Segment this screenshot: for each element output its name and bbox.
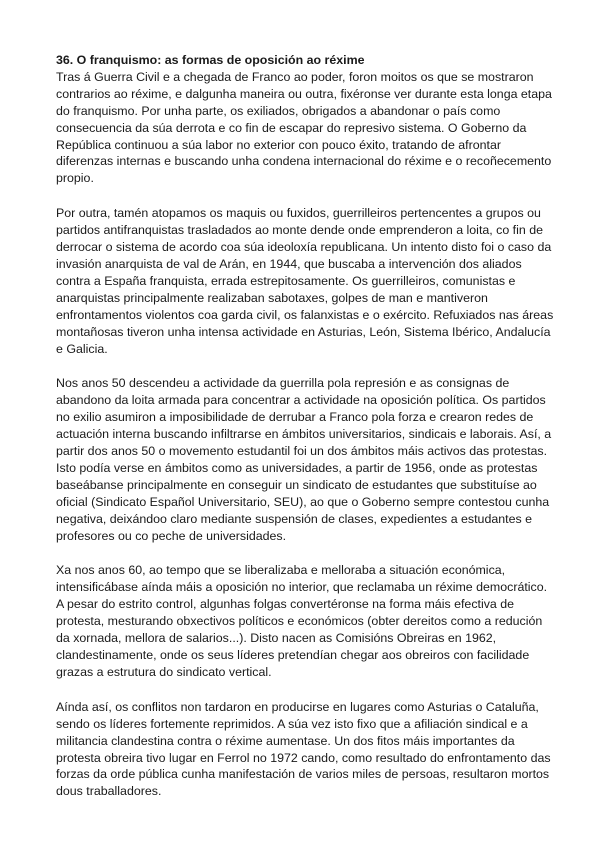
paragraph-sixties: Xa nos anos 60, ao tempo que se liberalizaba e melloraba a situación económica, intensificábase aínda máis a oposición no interior, que reclamaba un réxime democrático. A pesar do estrito control, algunhas folgas convertéronse na forma máis efectiva de protesta, mesturando obxectivos políticos e económicos (obter dereitos como a redución da xornada, mellora de salarios...). Disto nacen as Comisións Obreiras en 1962, clandestinamente, onde os seus líderes pretendían chegar aos obreiros con facilidade grazas a estrutura do sindicato vertical. — [56, 563, 548, 679]
document-page — [56, 52, 556, 818]
paragraph-maquis: Por outra, tamén atopamos os maquis ou fuxidos, guerrilleiros pertencentes a grupos ou partidos antifranquistas trasladados ao monte dende onde emprenderon a loita, co fin de derrocar o sistema de acordo coa súa ideoloxía republicana. Un intento disto foi o caso da invasión anarquista de val de Arán, en 1944, que buscaba a intervención dos aliados contra a España franquista, errada estrepitosamente. Os guerrilleiros, comunistas e anarquistas principalmente realizaban sabotaxes, golpes de man e mantiveron enfrontamentos violentos coa garda civil, os falanxistas e o exército. Refuxiados nas áreas montañosas tiveron unha intensa actividade en Asturias, León, Sistema Ibérico, Andalucía e Galicia. — [56, 206, 554, 356]
paragraph-conflicts: Aínda así, os conflitos non tardaron en producirse en lugares como Asturias o Cataluña, sendo os líderes fortemente reprimidos. A súa vez isto fixo que a afiliación sindical e a militancia clandestina contra o réxime aumentase. Un dos fitos máis importantes da protesta obreira tivo lugar en Ferrol no 1972 cando, como resultado do enfrontamento das forzas da orde pública cunha manifestación de varios miles de persoas, resultaron mortos dous traballadores. — [56, 699, 551, 799]
paragraph-fifties: Nos anos 50 descendeu a actividade da guerrilla pola represión e as consignas de abandono da loita armada para concentrar a actividade na oposición política. Os partidos no exilio asumiron a imposibilidade de derrubar a Franco pola forza e crearon redes de actuación interna buscando infiltrarse en ámbitos universitarios, sindicais e laborais. Así, a partir dos anos 50 o movemento estudantil foi un dos ámbitos máis activos das protestas. Isto podía verse en ámbitos como as universidades, a partir de 1956, onde as protestas baseábanse principalmente en conseguir un sindicato de estudantes que substituíse ao oficial (Sindicato Español Universitario, SEU), ao que o Goberno sempre contestou cunha negativa, deixándoo claro mediante suspensión de clases, expedientes a estudantes e profesores ou co peche de universidades. — [56, 376, 552, 543]
document-title: 36. O franquismo: as formas de oposición ao réxime — [56, 53, 365, 67]
paragraph-intro-exile: Tras á Guerra Civil e a chegada de Franco ao poder, foron moitos os que se mostraron contrarios ao réxime, e dalgunha maneira ou outra, fixéronse ver durante esta longa etapa do franquismo. Por unha parte, os exiliados, obrigados a abandonar o país como consecuencia da súa derrota e co fin de escapar do represivo sistema. O Goberno da República continuou a súa labor no exterior con pouco éxito, tratando de afrontar diferenzas internas e buscando unha condena internacional do réxime e o recoñecemento propio. — [56, 69, 552, 186]
